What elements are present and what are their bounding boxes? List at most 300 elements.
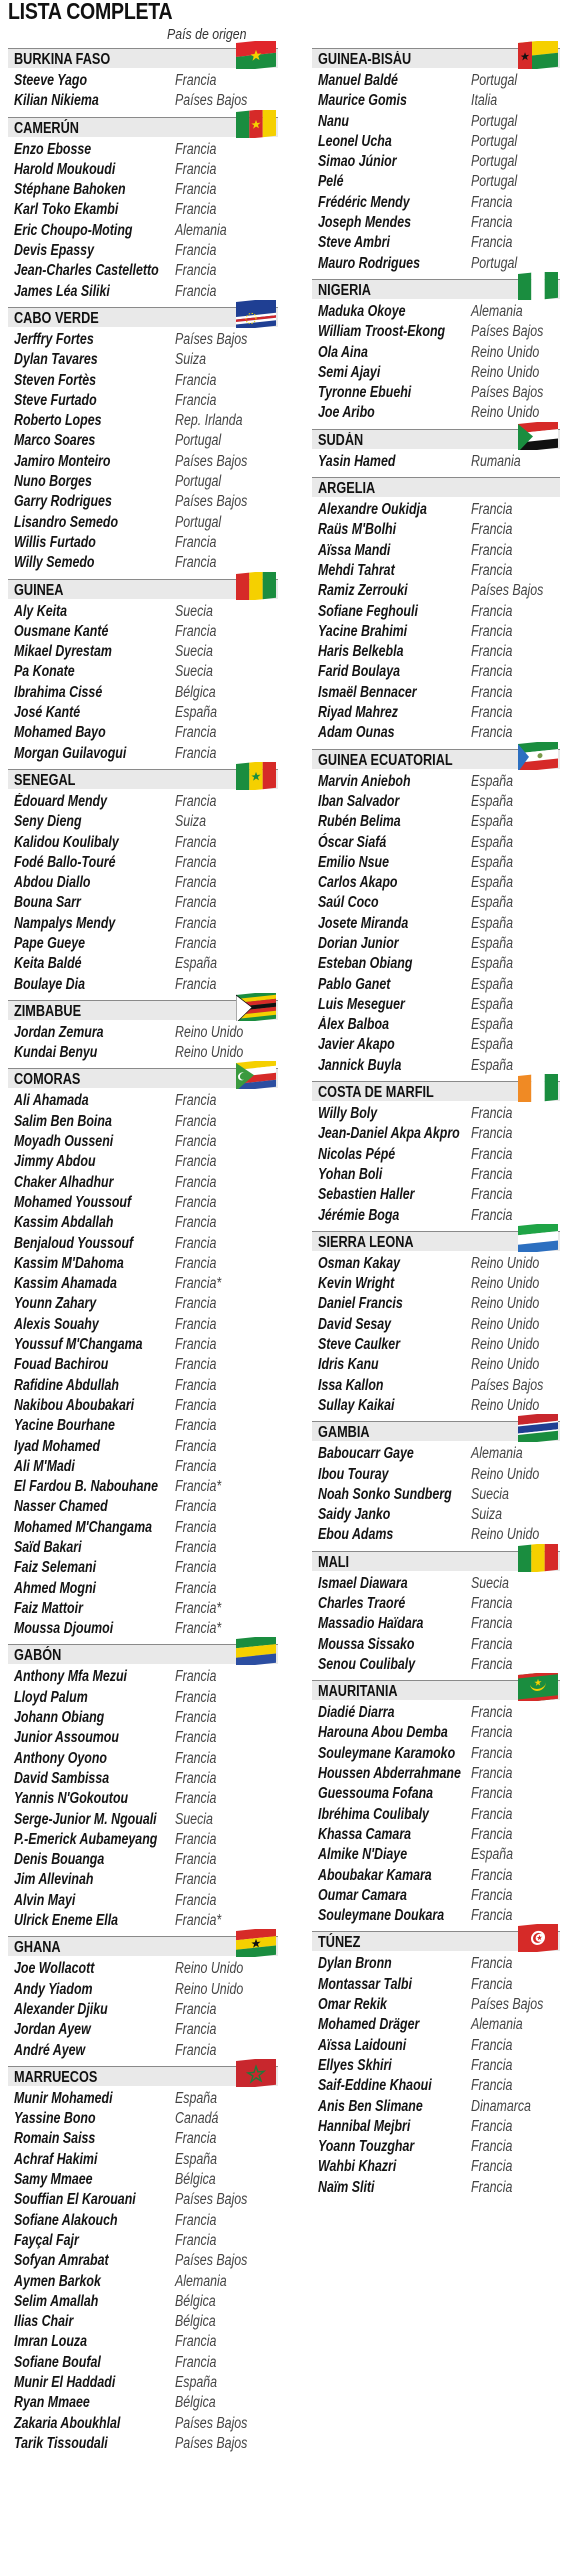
player-row (312, 2137, 560, 2157)
player-row (8, 1518, 278, 1538)
origin-country: Francia (471, 1125, 513, 1143)
player-row (312, 1294, 560, 1314)
origin-country: Francia (175, 1498, 217, 1516)
player-name: Aïssa Mandi (318, 541, 391, 559)
player-row (8, 1870, 278, 1890)
origin-country: Francia (471, 1724, 513, 1742)
player-row (312, 541, 560, 561)
origin-country: Alemania (471, 302, 523, 320)
origin-country: España (471, 934, 514, 952)
player-row (8, 1667, 278, 1687)
player-name: Pape Gueye (14, 934, 85, 952)
player-row (312, 853, 560, 873)
origin-country: Francia (471, 521, 513, 539)
origin-country: Países Bajos (175, 330, 248, 348)
section-cabo-verde (8, 307, 278, 579)
player-row (8, 241, 278, 261)
player-name: Ismael Diawara (318, 1574, 408, 1592)
origin-country: Francia (471, 193, 513, 211)
player-name: Marvin Anieboh (318, 772, 411, 790)
player-name: Joe Wollacott (14, 1960, 95, 1978)
player-name: Tarik Tissoudali (14, 2434, 108, 2452)
section-header (8, 1936, 278, 1956)
player-row (8, 1911, 278, 1931)
origin-country: Francia (471, 2138, 513, 2156)
origin-country: Reino Unido (175, 1980, 244, 1998)
player-name: Jerffry Fortes (14, 330, 94, 348)
section-title: COSTA DE MARFIL (318, 1084, 434, 1102)
player-row (8, 2020, 278, 2040)
player-row (8, 853, 278, 873)
origin-country: Francia (175, 833, 217, 851)
origin-country: Francia (471, 1186, 513, 1204)
section-guinea-bisau (312, 48, 560, 279)
player-row (312, 1465, 560, 1485)
origin-country: Francia (471, 1655, 513, 1673)
section-nigeria (312, 279, 560, 429)
player-name: Maduka Okoye (318, 302, 406, 320)
player-row (312, 642, 560, 662)
section-header (312, 1081, 560, 1101)
player-name: Óscar Siafá (318, 833, 387, 851)
player-row (312, 1635, 560, 1655)
player-name: Tyronne Ebuehi (318, 384, 412, 402)
player-row (312, 2097, 560, 2117)
origin-country: Francia (175, 1729, 217, 1747)
origin-country: Reino Unido (471, 1254, 540, 1272)
player-row (8, 1457, 278, 1477)
player-name: Samy Mmaee (14, 2171, 93, 2189)
origin-country: Francia* (175, 1478, 222, 1496)
player-row (312, 1124, 560, 1144)
player-name: Yasin Hamed (318, 452, 396, 470)
origin-country: España (175, 2150, 218, 2168)
origin-country: Alemania (175, 2272, 227, 2290)
player-row (312, 561, 560, 581)
player-row (312, 1104, 560, 1124)
origin-country: Francia (471, 561, 513, 579)
player-row (8, 2312, 278, 2332)
player-name: Ibréhima Coulibaly (318, 1805, 429, 1823)
player-row (312, 703, 560, 723)
player-name: Rubén Belima (318, 813, 401, 831)
player-name: Daniel Francis (318, 1295, 403, 1313)
origin-country: Francia (471, 541, 513, 559)
section-title: GUINEA (14, 581, 64, 599)
origin-country: Francia (471, 1704, 513, 1722)
section-burkina-faso (8, 48, 278, 117)
player-name: Souleymane Karamoko (318, 1744, 456, 1762)
player-row (312, 500, 560, 520)
player-row (8, 2272, 278, 2292)
player-row (312, 254, 560, 274)
origin-country: Francia (175, 533, 217, 551)
origin-country: Portugal (471, 112, 518, 130)
section-title: GUINEA-BISÁU (318, 51, 412, 68)
player-name: Chaker Alhadhur (14, 1173, 114, 1191)
player-name: Sebastien Haller (318, 1186, 415, 1204)
section-header (312, 48, 560, 68)
section-sudan (312, 429, 560, 477)
origin-country: Francia (175, 1173, 217, 1191)
player-name: Saúl Coco (318, 894, 379, 912)
origin-country: Bélgica (175, 683, 216, 701)
player-row (8, 1193, 278, 1213)
right-column (312, 48, 560, 2203)
player-name: Dylan Bronn (318, 1955, 392, 1973)
origin-country: Francia* (175, 1275, 222, 1293)
player-row (8, 1437, 278, 1457)
player-row (312, 1723, 560, 1743)
player-name: Moussa Djoumoi (14, 1620, 114, 1638)
guinea-flag-icon (236, 572, 276, 600)
player-row (8, 2292, 278, 2312)
player-name: Pelé (318, 173, 344, 191)
player-name: Alexis Souahy (14, 1315, 99, 1333)
origin-country: Francia (471, 2036, 513, 2054)
player-name: Senou Coulibaly (318, 1655, 416, 1673)
origin-country: Francia (175, 1518, 217, 1536)
player-name: Jordan Zemura (14, 1023, 104, 1041)
player-name: Aïssa Laidouni (318, 2036, 407, 2054)
player-name: Baboucarr Gaye (318, 1445, 414, 1463)
player-name: Kassim Ahamada (14, 1275, 117, 1293)
origin-country: Francia (471, 1206, 513, 1224)
player-name: José Kanté (14, 704, 81, 722)
section-header (312, 749, 560, 769)
section-senegal (8, 769, 278, 1000)
player-list (8, 1664, 278, 1936)
player-name: David Sesay (318, 1315, 392, 1333)
origin-country: Francia (175, 1851, 217, 1869)
origin-country: Francia (175, 1396, 217, 1414)
origin-country: Francia (471, 643, 513, 661)
player-name: Mauro Rodrigues (318, 254, 420, 272)
player-name: Rafidine Abdullah (14, 1376, 119, 1394)
player-name: Oumar Camara (318, 1886, 407, 1904)
player-row (8, 1708, 278, 1728)
player-row (8, 1152, 278, 1172)
origin-country: Francia (175, 1295, 217, 1313)
player-name: Imran Louza (14, 2333, 88, 2351)
origin-country: Suecia (175, 602, 213, 620)
player-name: Nakibou Aboubakari (14, 1396, 135, 1414)
origin-country: Francia (175, 72, 217, 89)
player-row (8, 330, 278, 350)
origin-country: Francia (471, 1866, 513, 1884)
player-name: Romain Saiss (14, 2130, 96, 2148)
origin-country: Francia (175, 282, 217, 300)
player-name: Haris Belkebla (318, 643, 404, 661)
origin-country: Francia (175, 2211, 217, 2229)
player-row (8, 1254, 278, 1274)
player-row (312, 893, 560, 913)
origin-country: España (175, 704, 218, 722)
origin-country: Francia (471, 1105, 513, 1123)
player-name: William Troost-Ekong (318, 323, 446, 341)
player-name: Serge-Junior M. Ngouali (14, 1810, 157, 1828)
player-list (312, 1951, 560, 2203)
origin-country: Francia (175, 1193, 217, 1211)
section-comoras (8, 1068, 278, 1644)
player-row (312, 1744, 560, 1764)
origin-country: Países Bajos (175, 2414, 248, 2432)
player-name: Fouad Bachirou (14, 1356, 109, 1374)
player-row (8, 1558, 278, 1578)
player-name: Álex Balboa (318, 1016, 389, 1034)
player-row (312, 1396, 560, 1416)
origin-country: Rep. Irlanda (175, 412, 243, 430)
origin-country: España (175, 2089, 218, 2107)
player-row (312, 873, 560, 893)
origin-country: Francia (471, 1595, 513, 1612)
player-row (8, 914, 278, 934)
origin-country: Reino Unido (471, 1356, 540, 1374)
player-name: Souffian El Karouani (14, 2191, 136, 2209)
player-name: Ola Aina (318, 343, 368, 361)
player-name: Yoann Touzghar (318, 2138, 415, 2156)
player-row (312, 152, 560, 172)
origin-country: Francia (175, 1315, 217, 1333)
player-row (8, 833, 278, 853)
section-header (8, 307, 278, 327)
player-row (312, 622, 560, 642)
origin-country: Francia (471, 501, 513, 519)
origin-country: España (471, 792, 514, 810)
origin-country: Francia (175, 140, 217, 158)
player-name: Garry Rodrigues (14, 493, 112, 511)
player-row (8, 1749, 278, 1769)
player-row (8, 683, 278, 703)
player-row (312, 1056, 560, 1076)
player-row (8, 221, 278, 241)
player-name: Ali M'Madi (14, 1457, 75, 1475)
player-row (312, 1525, 560, 1545)
player-row (8, 1769, 278, 1789)
section-header (8, 769, 278, 789)
origin-country: Francia (471, 1886, 513, 1904)
origin-country: Portugal (471, 173, 518, 191)
section-title: MALI (318, 1553, 350, 1571)
section-title: GAMBIA (318, 1424, 370, 1442)
player-name: Jimmy Abdou (14, 1153, 96, 1171)
player-list (8, 137, 278, 307)
player-row (312, 1355, 560, 1375)
player-row (312, 233, 560, 253)
player-row (8, 282, 278, 302)
player-name: Faiz Mattoir (14, 1599, 83, 1617)
section-header (8, 1644, 278, 1664)
section-header (312, 1931, 560, 1951)
player-list (312, 1251, 560, 1421)
player-name: Ismaël Bennacer (318, 683, 417, 701)
player-row (8, 533, 278, 553)
player-name: Jordan Ayew (14, 2021, 91, 2039)
origin-country: Francia (175, 554, 217, 572)
player-name: Ebou Adams (318, 1526, 394, 1544)
player-name: Morgan Guilavogui (14, 744, 127, 762)
origin-country: Francia (471, 1955, 513, 1973)
player-row (312, 403, 560, 423)
player-row (8, 2373, 278, 2393)
player-list (312, 449, 560, 477)
player-row (312, 1866, 560, 1886)
player-list (312, 497, 560, 749)
origin-country: Suecia (471, 1485, 509, 1503)
player-name: Kilian Nikiema (14, 92, 99, 110)
player-row (8, 2434, 278, 2454)
origin-country: Francia (175, 1830, 217, 1848)
player-name: Anthony Oyono (14, 1749, 107, 1767)
origin-country: Portugal (471, 132, 518, 150)
origin-country: Francia (175, 1891, 217, 1909)
player-row (8, 1376, 278, 1396)
section-title: CABO VERDE (14, 309, 99, 327)
player-row (312, 2015, 560, 2035)
player-name: André Ayew (14, 2041, 86, 2059)
player-name: Montassar Talbi (318, 1975, 412, 1993)
section-title: SUDÁN (318, 431, 364, 449)
player-row (8, 1497, 278, 1517)
origin-country: Portugal (471, 72, 518, 89)
origin-country: Dinamarca (471, 2097, 531, 2115)
player-name: Achraf Hakimi (14, 2150, 98, 2168)
cape-verde-flag-icon (236, 300, 276, 328)
player-name: Joseph Mendes (318, 214, 412, 232)
ghana-flag-icon (236, 1929, 276, 1957)
origin-country: Alemania (471, 1445, 523, 1463)
player-row (8, 1810, 278, 1830)
player-name: Karl Toko Ekambi (14, 201, 119, 219)
origin-country: Francia (175, 2333, 217, 2351)
player-list (312, 1101, 560, 1231)
origin-country: España (471, 894, 514, 912)
player-row (312, 1185, 560, 1205)
player-list (8, 1088, 278, 1644)
section-title: ARGELIA (318, 480, 376, 498)
player-row (8, 2109, 278, 2129)
player-name: Leonel Ucha (318, 132, 392, 150)
player-name: Harold Moukoudi (14, 160, 116, 178)
player-name: Ulrick Eneme Ella (14, 1912, 119, 1930)
origin-country: Bélgica (175, 2171, 216, 2189)
player-name: Ryan Mmaee (14, 2394, 90, 2412)
player-name: Lisandro Semedo (14, 513, 119, 531)
origin-country: Francia (175, 1092, 217, 1110)
origin-country: Francia (471, 622, 513, 640)
origin-country: Francia (471, 1765, 513, 1783)
section-marruecos (8, 2066, 278, 2459)
player-row (312, 1975, 560, 1995)
player-name: Noah Sonko Sundberg (318, 1485, 452, 1503)
player-row (8, 2332, 278, 2352)
player-row (312, 2157, 560, 2177)
origin-country: Francia (175, 975, 217, 993)
senegal-flag-icon (236, 762, 276, 790)
player-row (8, 1091, 278, 1111)
player-row (8, 1315, 278, 1335)
player-row (8, 180, 278, 200)
player-name: Andy Yiadom (14, 1980, 93, 1998)
player-row (8, 1538, 278, 1558)
player-row (312, 1485, 560, 1505)
section-costa-de-marfil (312, 1081, 560, 1231)
player-row (8, 662, 278, 682)
player-row (8, 744, 278, 764)
gabon-flag-icon (236, 1637, 276, 1665)
player-row (312, 322, 560, 342)
origin-country: España (471, 772, 514, 790)
player-row (8, 2353, 278, 2373)
player-name: Jim Allevinah (14, 1871, 94, 1889)
player-row (8, 1132, 278, 1152)
origin-country: Suiza (175, 813, 207, 831)
player-name: Luis Meseguer (318, 995, 405, 1013)
player-name: Carlos Akapo (318, 874, 398, 892)
origin-country: Países Bajos (175, 452, 248, 470)
section-argelia (312, 477, 560, 749)
player-row (312, 662, 560, 682)
equatorial-guinea-flag-icon (518, 742, 558, 770)
section-mauritania (312, 1680, 560, 1931)
page-title: LISTA COMPLETA (8, 0, 173, 24)
section-header (312, 1421, 560, 1441)
origin-country: Francia (471, 1805, 513, 1823)
player-row (312, 1335, 560, 1355)
player-row (8, 1112, 278, 1132)
section-header (312, 1680, 560, 1700)
player-name: Kassim Abdallah (14, 1214, 114, 1232)
player-row (312, 1906, 560, 1926)
player-name: Ali Ahamada (14, 1092, 89, 1110)
player-row (8, 1789, 278, 1809)
origin-country: Francia (471, 1615, 513, 1633)
origin-country: Francia (175, 792, 217, 810)
origin-country: Francia (175, 391, 217, 409)
player-name: Anthony Mfa Mezui (14, 1668, 127, 1686)
origin-country: Francia (175, 1668, 217, 1686)
player-row (8, 1355, 278, 1375)
origin-country: Suecia (175, 1810, 213, 1828)
origin-country: Francia (175, 853, 217, 871)
player-name: Bouna Sarr (14, 894, 81, 912)
player-name: Adam Ounas (318, 724, 395, 742)
player-row (312, 2036, 560, 2056)
origin-country: Reino Unido (471, 343, 540, 361)
player-row (8, 513, 278, 533)
player-row (312, 602, 560, 622)
origin-country: Alemania (471, 2016, 523, 2034)
player-name: Nicolas Pépé (318, 1145, 396, 1163)
origin-country: Francia* (175, 1620, 222, 1638)
origin-country: España (471, 914, 514, 932)
player-name: Yacine Bourhane (14, 1417, 115, 1435)
player-name: Alvin Mayi (14, 1891, 76, 1909)
player-list (8, 789, 278, 1000)
player-name: P.-Emerick Aubameyang (14, 1830, 158, 1848)
player-name: Sullay Kaikai (318, 1396, 395, 1414)
origin-country: Francia (175, 1871, 217, 1889)
player-row (8, 160, 278, 180)
origin-country: Francia (175, 1214, 217, 1232)
player-name: Yannis N'Gokoutou (14, 1790, 129, 1808)
player-row (8, 350, 278, 370)
player-row (312, 112, 560, 132)
origin-country: Bélgica (175, 2313, 216, 2331)
section-title: MARRUECOS (14, 2068, 98, 2086)
player-row (8, 642, 278, 662)
player-name: Iyad Mohamed (14, 1437, 101, 1455)
